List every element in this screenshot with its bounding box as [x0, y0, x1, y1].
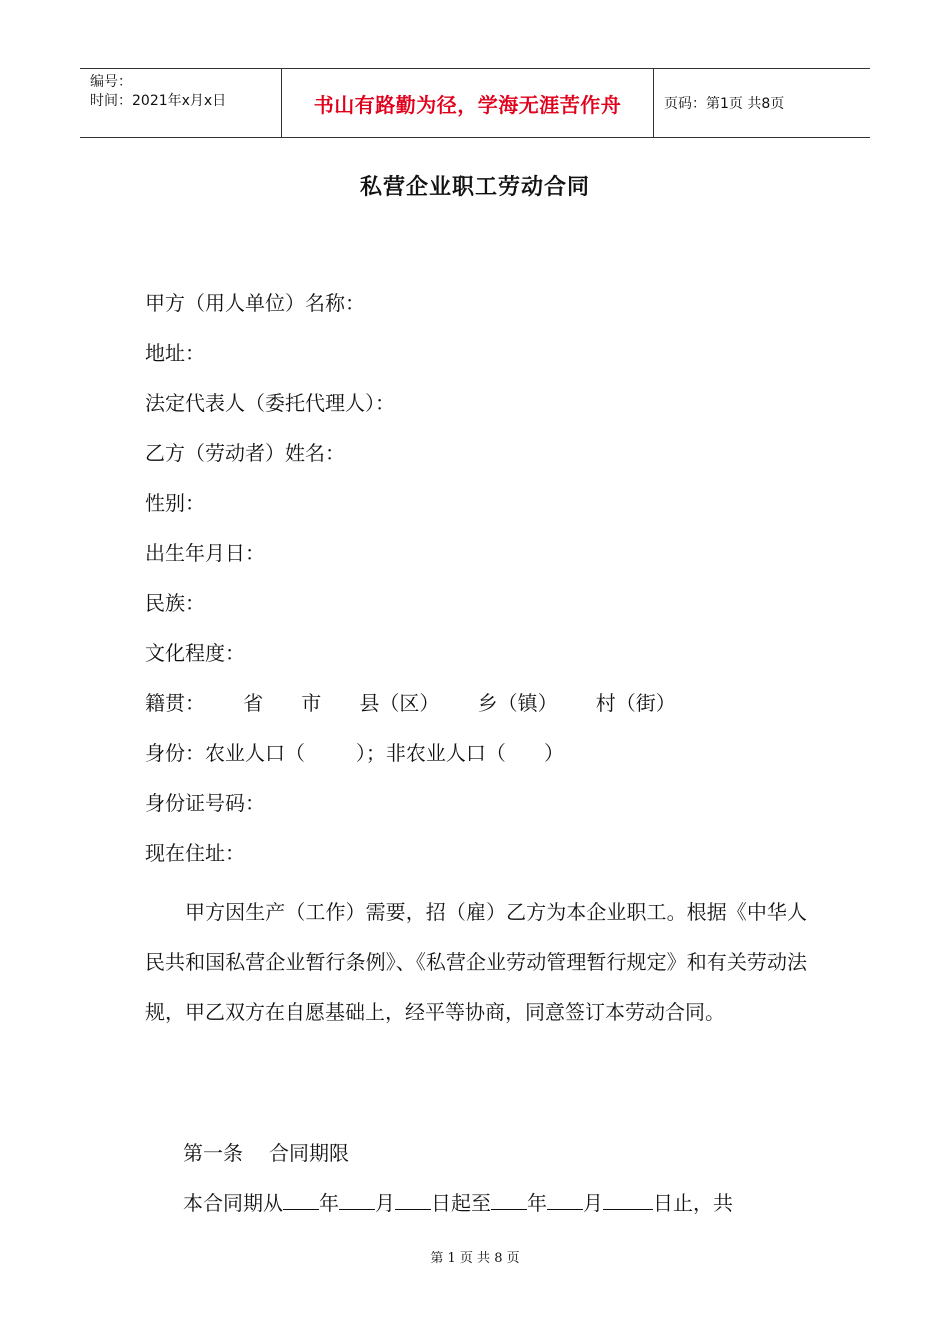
preamble-paragraph: 甲方因生产（工作）需要，招（雇）乙方为本企业职工。根据《中华人民共和国私营企业暂行条例》、《私营企业劳动管理暂行规定》和有关劳动法规，甲乙双方在自愿基础上，经平等协商，同意签订本劳动合同。 [145, 900, 807, 1024]
field-native-place: 籍贯： 省 市 县（区） 乡（镇） 村（街） [145, 691, 676, 715]
period-text: 月 [375, 1191, 395, 1215]
page-footer: 第 1 页 共 8 页 [430, 1251, 520, 1266]
document-title: 私营企业职工劳动合同 [359, 174, 590, 200]
field-household-status: 身份：农业人口（ ）；非农业人口（ ） [145, 741, 565, 765]
field-employer-name: 甲方（用人单位）名称： [145, 291, 365, 315]
field-legal-representative: 法定代表人（委托代理人）： [145, 391, 395, 415]
field-current-address: 现在住址： [145, 841, 245, 865]
period-text: 日止，共 [653, 1191, 733, 1215]
period-text: 日起至 [431, 1191, 491, 1215]
field-address: 地址： [145, 341, 205, 365]
field-employee-name: 乙方（劳动者）姓名： [145, 441, 345, 465]
article-title: 合同期限 [269, 1141, 349, 1165]
period-text: 本合同期从 [183, 1191, 283, 1215]
blank-line [339, 1191, 375, 1210]
blank-line [283, 1191, 319, 1210]
field-ethnicity: 民族： [145, 591, 205, 615]
period-text: 年 [319, 1191, 339, 1215]
document-header [80, 68, 870, 138]
blank-line [603, 1191, 653, 1210]
article-number: 第一条 [183, 1141, 243, 1165]
header-meta [80, 69, 281, 137]
header-page-info: 页码：第1页 共8页 [664, 96, 785, 112]
article-1-heading [183, 1137, 349, 1166]
time-label: 时间：2021年x月x日 [90, 93, 227, 109]
field-id-number: 身份证号码： [145, 791, 265, 815]
header-motto: 书山有路勤为径，学海无涯苦作舟 [281, 69, 654, 137]
field-gender: 性别： [145, 491, 205, 515]
period-text: 月 [583, 1191, 603, 1215]
number-label: 编号： [90, 74, 132, 90]
field-education: 文化程度： [145, 641, 245, 665]
contract-period-line [183, 1187, 733, 1216]
field-birth-date: 出生年月日： [145, 541, 265, 565]
blank-line [395, 1191, 431, 1210]
blank-line [491, 1191, 527, 1210]
blank-line [547, 1191, 583, 1210]
period-text: 年 [527, 1191, 547, 1215]
